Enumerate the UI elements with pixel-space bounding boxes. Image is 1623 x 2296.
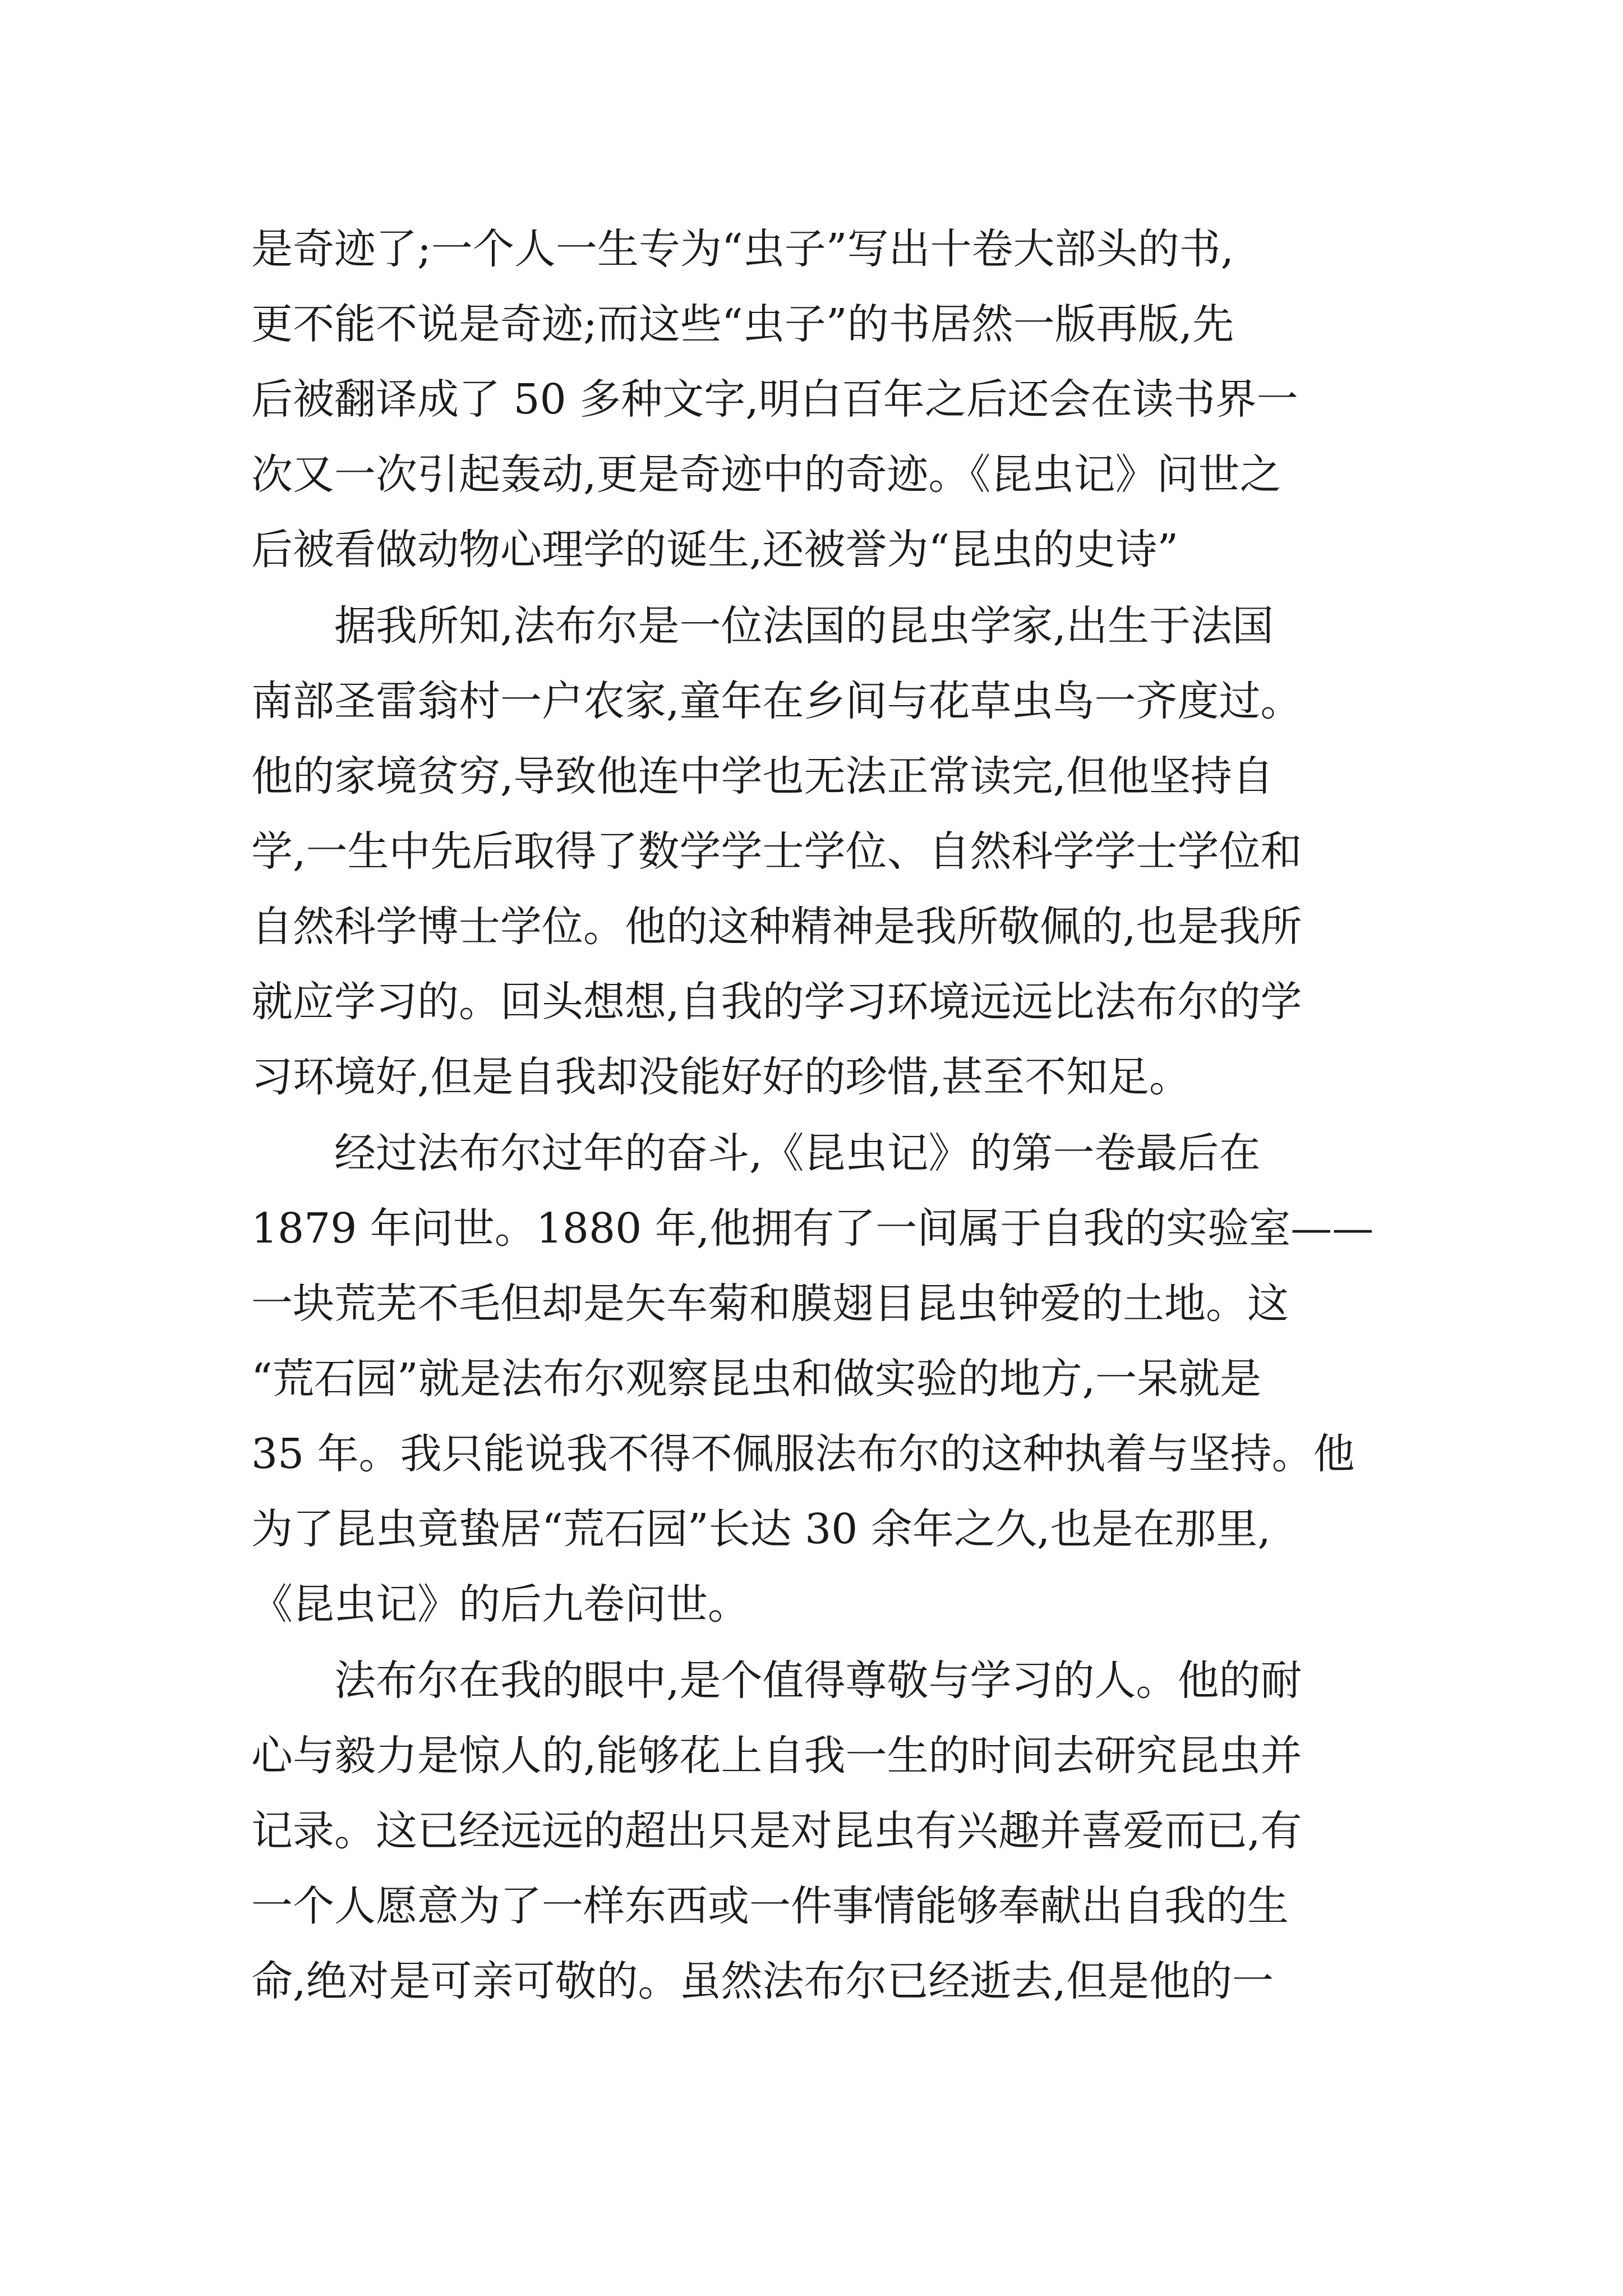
text-line: 自然科学博士学位。他的这种精神是我所敬佩的,也是我所 [251, 903, 1302, 951]
text-line: 心与毅力是惊人的,能够花上自我一生的时间去研究昆虫并 [251, 1732, 1302, 1780]
text-line: 35 年。我只能说我不得不佩服法布尔的这种执着与坚持。他 [251, 1430, 1355, 1478]
text-line: 一块荒芜不毛但却是矢车菊和膜翅目昆虫钟爱的土地。这 [251, 1280, 1289, 1328]
text-line: “荒石园”就是法布尔观察昆虫和做实验的地方,一呆就是 [251, 1355, 1262, 1403]
text-line: 命,绝对是可亲可敬的。虽然法布尔已经逝去,但是他的一 [251, 1957, 1274, 2005]
text-line: 后被翻译成了 50 多种文字,明白百年之后还会在读书界一 [251, 375, 1298, 424]
text-line: 习环境好,但是自我却没能好好的珍惜,甚至不知足。 [251, 1053, 1191, 1101]
text-line: 南部圣雷翁村一户农家,童年在乡间与花草虫鸟一齐度过。 [251, 677, 1302, 725]
text-line: 学,一生中先后取得了数学学士学位、自然科学学士学位和 [251, 827, 1302, 876]
paragraph-first-line: 经过法布尔过年的奋斗,《昆虫记》的第一卷最后在 [334, 1129, 1261, 1177]
text-line: 他的家境贫穷,导致他连中学也无法正常读完,但他坚持自 [251, 752, 1274, 800]
text-line: 一个人愿意为了一样东西或一件事情能够奉献出自我的生 [251, 1882, 1289, 1930]
text-line: 次又一次引起轰动,更是奇迹中的奇迹。《昆虫记》问世之 [251, 450, 1281, 499]
text-line: 《昆虫记》的后九卷问世。 [251, 1580, 749, 1628]
text-line: 为了昆虫竟蛰居“荒石园”长达 30 余年之久,也是在那里, [251, 1505, 1271, 1553]
text-line: 记录。这已经远远的超出只是对昆虫有兴趣并喜爱而已,有 [251, 1807, 1302, 1855]
text-line: 就应学习的。回头想想,自我的学习环境远远比法布尔的学 [251, 978, 1302, 1026]
text-line: 更不能不说是奇迹;而这些“虫子”的书居然一版再版,先 [251, 300, 1234, 348]
paragraph-first-line: 法布尔在我的眼中,是个值得尊敬与学习的人。他的耐 [334, 1657, 1302, 1705]
paragraph-first-line: 据我所知,法布尔是一位法国的昆虫学家,出生于法国 [334, 602, 1274, 650]
text-line: 后被看做动物心理学的诞生,还被誉为“昆虫的史诗” [251, 526, 1179, 574]
text-line: 1879 年问世。1880 年,他拥有了一间属于自我的实验室—— [251, 1204, 1374, 1253]
text-line: 是奇迹了;一个人一生专为“虫子”写出十卷大部头的书, [251, 225, 1234, 273]
